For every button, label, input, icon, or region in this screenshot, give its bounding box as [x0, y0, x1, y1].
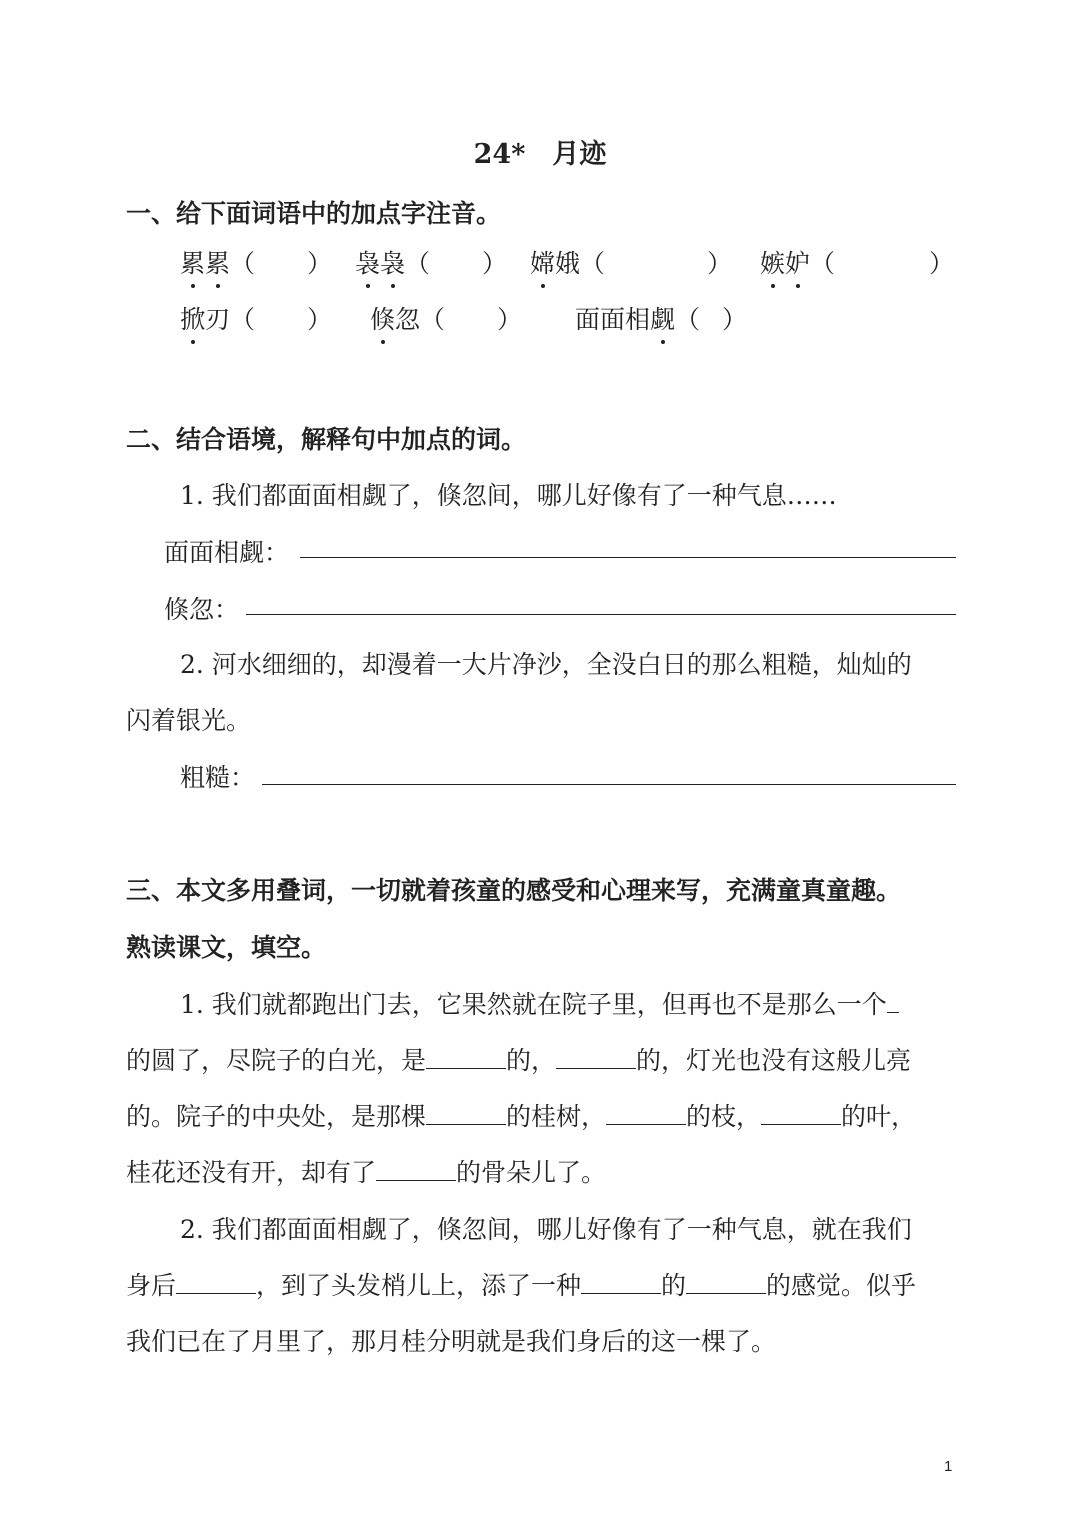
- word-item: 掀刃（ ）: [180, 300, 332, 336]
- section2-heading: 二、结合语境，解释句中加点的词。: [126, 425, 527, 454]
- fill-blank[interactable]: [176, 1271, 256, 1294]
- word-item: 累累（ ）: [180, 244, 332, 280]
- fill-blank[interactable]: [887, 990, 899, 1013]
- section3-heading-line2: 熟读课文，填空。: [126, 933, 327, 962]
- answer-label-cucao: 粗糙：: [180, 763, 256, 792]
- question-2-1: 1. 我们都面面相觑了，倏忽间，哪儿好像有了一种气息……: [180, 481, 837, 510]
- fill-blank[interactable]: [426, 1046, 506, 1069]
- page-number: 1: [944, 1458, 953, 1475]
- passage2-line1: 2. 我们都面面相觑了，倏忽间，哪儿好像有了一种气息，就在我们: [180, 1215, 912, 1244]
- fill-blank[interactable]: [426, 1102, 506, 1125]
- word-item: 嫉妒（ ）: [760, 244, 954, 280]
- word-item: 嫦娥（ ）: [530, 244, 732, 280]
- answer-label-shuhu: 倏忽：: [164, 595, 240, 624]
- fill-blank[interactable]: [376, 1158, 456, 1181]
- answer-label-mianmianxiangqu: 面面相觑：: [164, 538, 290, 567]
- fill-blank[interactable]: [606, 1102, 686, 1125]
- passage1-line2: 的圆了，尽院子的白光，是 的， 的，灯光也没有这般儿亮: [126, 1046, 912, 1075]
- word-item: 面面相觑（ ）: [575, 300, 747, 336]
- question-2-2-line2: 闪着银光。: [126, 706, 252, 735]
- fill-blank[interactable]: [556, 1046, 636, 1069]
- passage2-line3: 我们已在了月里了，那月桂分明就是我们身后的这一棵了。: [126, 1327, 777, 1356]
- passage2-line2: 身后 ，到了头发梢儿上，添了一种 的 的感觉。似乎: [126, 1271, 917, 1300]
- fill-blank[interactable]: [686, 1271, 766, 1294]
- question-2-2-line1: 2. 河水细细的，却漫着一大片净沙，全没白日的那么粗糙，灿灿的: [180, 650, 912, 679]
- section1-heading: 一、给下面词语中的加点字注音。: [126, 199, 502, 228]
- page-title: 24* 月迹: [473, 139, 607, 170]
- answer-line[interactable]: [262, 784, 956, 785]
- word-item: 倏忽（ ）: [370, 300, 522, 336]
- section3-heading-line1: 三、本文多用叠词，一切就着孩童的感受和心理来写，充满童真童趣。: [126, 876, 902, 905]
- fill-blank[interactable]: [581, 1271, 661, 1294]
- passage1-line4: 桂花还没有开，却有了 的骨朵儿了。: [126, 1158, 607, 1187]
- passage1-line3: 的。院子的中央处，是那棵 的桂树， 的枝， 的叶，: [126, 1102, 917, 1131]
- answer-line[interactable]: [246, 614, 956, 615]
- fill-blank[interactable]: [761, 1102, 841, 1125]
- passage1-line1: 1. 我们就都跑出门去，它果然就在院子里，但再也不是那么一个: [180, 985, 899, 1021]
- answer-line[interactable]: [300, 557, 956, 558]
- word-item: 袅袅（ ）: [355, 244, 507, 280]
